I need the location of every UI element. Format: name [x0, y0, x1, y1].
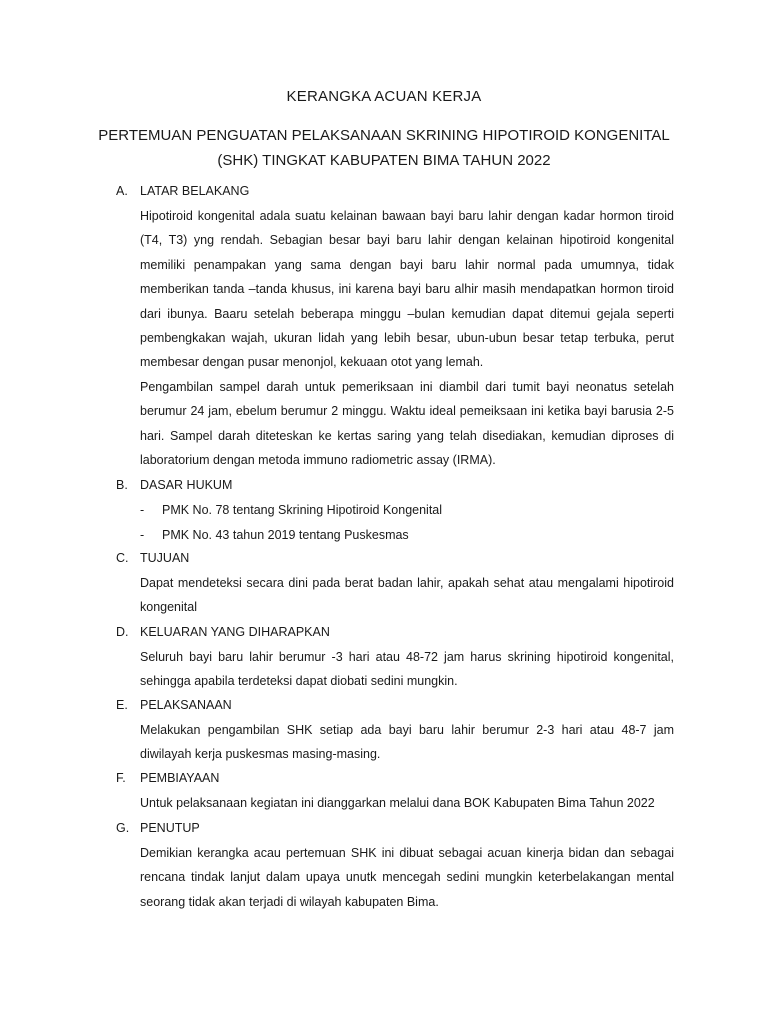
section-heading: [116, 181, 676, 201]
subtitle-line-2: (SHK) TINGKAT KABUPATEN BIMA TAHUN 2022: [217, 152, 551, 169]
section-letter: B.: [116, 478, 128, 492]
section-heading: [116, 695, 676, 715]
list-dash: -: [140, 527, 145, 542]
paragraph: Dapat mendeteksi secara dini pada berat badan lahir, apakah sehat atau mengalami hipotiroid kongenital: [140, 576, 674, 615]
section-heading: [116, 475, 676, 495]
list-item: [140, 497, 676, 522]
list-item-text: PMK No. 43 tahun 2019 tentang Puskesmas: [162, 527, 409, 542]
section-title: PEMBIAYAAN: [140, 771, 220, 785]
document-subtitle: [90, 123, 678, 173]
section-title: DASAR HUKUM: [140, 478, 233, 492]
section-body: [140, 791, 674, 815]
section-body: [140, 571, 674, 620]
section-keluaran: [116, 622, 676, 694]
paragraph: Untuk pelaksanaan kegiatan ini dianggarkan melalui dana BOK Kabupaten Bima Tahun 2022: [140, 796, 655, 810]
list-item-text: PMK No. 78 tentang Skrining Hipotiroid Kongenital: [162, 502, 443, 517]
section-title: LATAR BELAKANG: [140, 184, 250, 198]
section-letter: A.: [116, 184, 128, 198]
section-latar-belakang: [116, 181, 676, 472]
section-letter: C.: [116, 551, 129, 565]
list-dash: -: [140, 502, 145, 517]
section-title: KELUARAN YANG DIHARAPKAN: [140, 625, 330, 639]
section-tujuan: [116, 548, 676, 620]
list-item: [140, 522, 676, 547]
section-pelaksanaan: [116, 695, 676, 767]
paragraph: Melakukan pengambilan SHK setiap ada bayi baru lahir berumur 2-3 hari atau 48-7 jam diwilayah kerja puskesmas masing-masing.: [140, 723, 674, 762]
section-body: [140, 841, 674, 914]
section-heading: [116, 768, 676, 788]
section-heading: [116, 548, 676, 568]
section-heading: [116, 818, 676, 838]
reference-list: [140, 497, 676, 547]
paragraph: Seluruh bayi baru lahir berumur -3 hari atau 48-72 jam harus skrining hipotiroid kongenital, sehingga apabila terdeteksi dapat diobati sedini mungkin.: [140, 650, 674, 689]
section-letter: D.: [116, 625, 129, 639]
section-penutup: [116, 818, 676, 914]
paragraph: Demikian kerangka acau pertemuan SHK ini dibuat sebagai acuan kinerja bidan dan sebagai rencana tindak lanjut dalam upaya unutk mencegah sedini mungkin keterbelakangan mental seorang tidak akan terjadi di wilayah kabupaten Bima.: [140, 846, 674, 909]
section-body: [140, 645, 674, 694]
section-body: [140, 718, 674, 767]
section-title: PENUTUP: [140, 821, 200, 835]
section-heading: [116, 622, 676, 642]
section-title: TUJUAN: [140, 551, 190, 565]
section-dasar-hukum: [116, 475, 676, 547]
document-title: KERANGKA ACUAN KERJA: [286, 88, 482, 105]
section-letter: G.: [116, 821, 130, 835]
section-body: [140, 204, 674, 472]
section-letter: F.: [116, 771, 126, 785]
section-pembiayaan: [116, 768, 676, 815]
subtitle-line-1: PERTEMUAN PENGUATAN PELAKSANAAN SKRINING HIPOTIROID KONGENITAL: [98, 127, 670, 144]
paragraph: Hipotiroid kongenital adala suatu kelainan bawaan bayi baru lahir dengan kadar hormon tiroid (T4, T3) yng rendah. Sebagian besar bayi baru lahir dengan kelainan hipotiroid kongenital memiliki penampakan yang sama dengan bayi baru lahir normal pada umumnya, tidak memberikan tanda –tanda khusus, ini karena bayi baru alhir masih mendapatkan hormon tiroid dari ibunya. Baaru setelah beberapa minggu –bulan kemudian dapat ditemui gejala seperti pembengkakan wajah, ukuran lidah yang lebih besar, ubun-ubun besar tetap terbuka, perut membesar dengan pusar menonjol, kekuaan otot yang lemah.: [140, 209, 674, 370]
section-letter: E.: [116, 698, 128, 712]
paragraph: Pengambilan sampel darah untuk pemeriksaan ini diambil dari tumit bayi neonatus setelah berumur 24 jam, ebelum berumur 2 minggu. Waktu ideal pemeiksaan ini ketika bayi barusia 2-5 hari. Sampel darah diteteskan ke kertas saring yang telah disediakan, kemudian diproses di laboratorium dengan metoda immuno radiometric assay (IRMA).: [140, 379, 674, 468]
section-title: PELAKSANAAN: [140, 698, 232, 712]
